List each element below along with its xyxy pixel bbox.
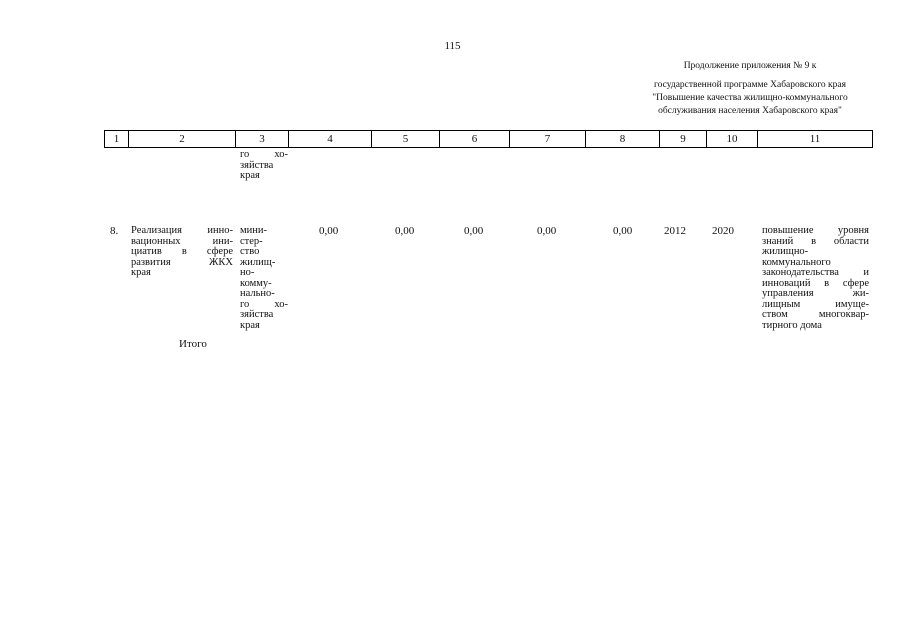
column-number-header bbox=[104, 130, 873, 148]
text-line: го хо- bbox=[240, 149, 288, 160]
program-title-line: обслуживания населения Хабаровского края" bbox=[658, 106, 842, 116]
column-number: 3 bbox=[236, 131, 289, 147]
text-line: стер- bbox=[240, 235, 263, 247]
text-line: края bbox=[240, 319, 260, 331]
text-line: знаний в области bbox=[762, 235, 869, 247]
value-cell: 0,00 bbox=[319, 225, 339, 237]
expected-result bbox=[762, 226, 869, 331]
column-number: 5 bbox=[372, 131, 440, 147]
text-line: развития ЖКХ bbox=[131, 256, 233, 268]
column-number: 2 bbox=[129, 131, 236, 147]
text-line: жилищ- bbox=[240, 256, 276, 268]
measure-name bbox=[131, 226, 233, 279]
text-line: края bbox=[131, 267, 151, 278]
text-line: нально- bbox=[240, 288, 275, 299]
carryover-executor bbox=[240, 150, 288, 182]
text-line: циатив в сфере bbox=[131, 246, 233, 257]
text-line: вационных ини- bbox=[131, 235, 233, 247]
text-line: коммунального bbox=[762, 256, 831, 268]
year-end: 2020 bbox=[712, 225, 734, 237]
column-number: 10 bbox=[707, 131, 758, 147]
year-start: 2012 bbox=[664, 225, 686, 237]
program-title bbox=[590, 79, 905, 118]
column-number: 7 bbox=[510, 131, 586, 147]
text-line: но- bbox=[240, 267, 255, 278]
value-cell: 0,00 bbox=[613, 225, 633, 237]
column-number: 8 bbox=[586, 131, 660, 147]
column-number: 11 bbox=[809, 133, 821, 145]
text-line: комму- bbox=[240, 277, 272, 289]
appendix-continuation-note: Продолжение приложения № 9 к bbox=[683, 61, 817, 71]
value-cell: 0,00 bbox=[395, 225, 415, 237]
column-number: 6 bbox=[440, 131, 510, 147]
text-line: края bbox=[240, 170, 260, 181]
text-line: управления жи- bbox=[762, 288, 869, 299]
text-line: мини- bbox=[240, 225, 267, 236]
text-line: повышение уровня bbox=[762, 225, 869, 236]
text-line: жилищно- bbox=[762, 246, 809, 257]
text-line: лищным имуще- bbox=[762, 298, 869, 310]
value-cell: 0,00 bbox=[537, 225, 557, 237]
text-line: законодательства и bbox=[762, 267, 869, 278]
text-line: ство bbox=[240, 246, 260, 257]
text-line: Реализация инно- bbox=[131, 225, 233, 236]
total-label: Итого bbox=[179, 338, 207, 350]
column-number: 1 bbox=[105, 131, 129, 147]
text-line: зяйства bbox=[240, 309, 274, 320]
text-line: го хо- bbox=[240, 298, 288, 310]
executor bbox=[240, 226, 288, 331]
row-number: 8. bbox=[110, 225, 119, 237]
text-line: тирного дома bbox=[762, 319, 822, 331]
program-title-line: "Повышение качества жилищно-коммунального bbox=[652, 93, 848, 103]
value-cell: 0,00 bbox=[464, 225, 484, 237]
text-line: инноваций в сфере bbox=[762, 277, 869, 289]
text-line: зяйства bbox=[240, 159, 274, 171]
page-number: 115 bbox=[444, 40, 461, 52]
text-line: ством многоквар- bbox=[762, 309, 869, 320]
column-number: 4 bbox=[289, 131, 372, 147]
column-number: 9 bbox=[660, 131, 707, 147]
program-title-line: государственной программе Хабаровского края bbox=[653, 80, 847, 90]
